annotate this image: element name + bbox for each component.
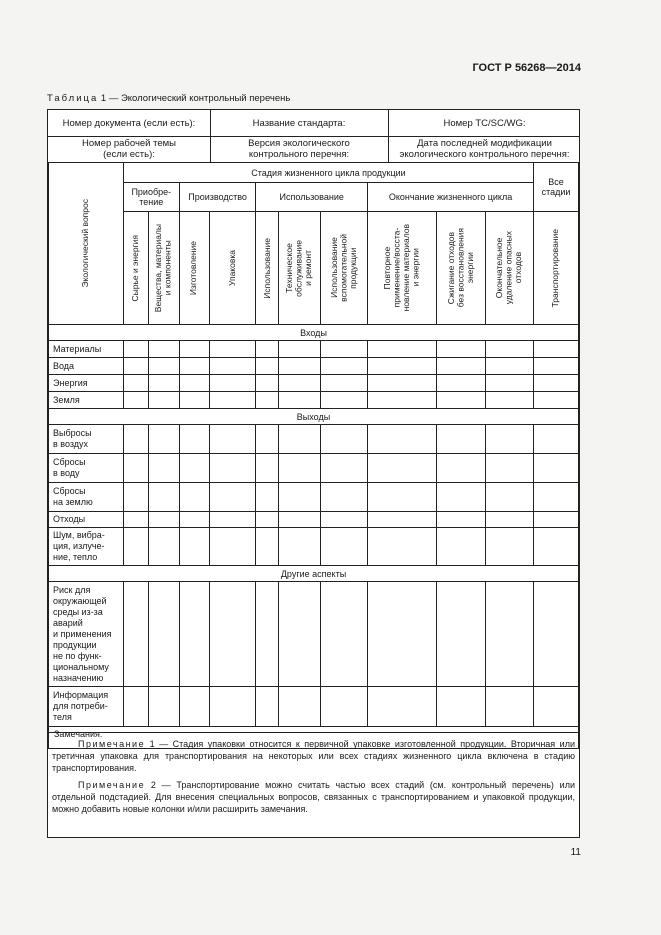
table-caption <box>47 93 290 104</box>
empty-cell <box>209 512 256 528</box>
empty-cell <box>534 512 579 528</box>
line: среды из-за <box>53 606 103 617</box>
empty-cell <box>148 454 179 483</box>
line: аварий <box>53 617 83 628</box>
col-reuse <box>367 212 436 325</box>
line: вспомогательной <box>338 234 349 302</box>
empty-cell <box>321 375 368 392</box>
table-row <box>49 687 579 727</box>
col-text: Упаковка <box>226 249 237 287</box>
empty-cell <box>486 375 534 392</box>
empty-cell <box>179 512 209 528</box>
col-disposal <box>486 212 534 325</box>
empty-cell <box>367 528 436 566</box>
version-label <box>210 136 388 162</box>
table-row <box>49 425 579 454</box>
col-substances <box>148 212 179 325</box>
empty-cell <box>486 425 534 454</box>
line: Выбросы <box>53 428 92 438</box>
empty-cell <box>321 341 368 358</box>
empty-cell <box>321 358 368 375</box>
version-line: контрольного перечня: <box>248 149 350 160</box>
empty-cell <box>148 582 179 687</box>
line: окружающей <box>53 595 107 606</box>
note-text: 2 — Транспортирование можно считать частью всех стадий (см. контрольный перечень) или отдельной подстадией. Для внесения специальных вопросов, связанных с транспортированием и упаковкой продукции, можно добавить новые колонки и/или расширить замечания. <box>52 780 575 814</box>
empty-cell <box>534 582 579 687</box>
empty-cell <box>436 392 486 409</box>
caption-label: Таблица <box>47 93 99 104</box>
empty-cell <box>367 483 436 512</box>
group-use: Использование <box>256 183 367 212</box>
line: Вещества, материалы <box>153 223 164 313</box>
empty-cell <box>256 528 279 566</box>
col-usage <box>256 212 279 325</box>
empty-cell <box>148 358 179 375</box>
col-text: Использование <box>261 237 272 299</box>
row-label: Земля <box>49 392 124 409</box>
empty-cell <box>321 425 368 454</box>
empty-cell <box>209 528 256 566</box>
empty-cell <box>367 341 436 358</box>
row-label <box>49 582 124 687</box>
note-text: 1 — Стадия упаковки относится к первичной упаковке изготовленной продукции. Вторичная или третичная упаковка для транспортирования на некоторых или всех стадиях жизненного цикла включена в стадию транспортирования. <box>52 739 575 773</box>
row-label: Вода <box>49 358 124 375</box>
standard-code: ГОСТ Р 56268—2014 <box>472 62 581 74</box>
empty-cell <box>148 375 179 392</box>
empty-cell <box>279 358 321 375</box>
caption-title: — Экологический контрольный перечень <box>108 93 291 104</box>
row-label: Энергия <box>49 375 124 392</box>
empty-cell <box>209 341 256 358</box>
empty-cell <box>436 425 486 454</box>
col-text: Сырье и энергия <box>130 234 141 302</box>
empty-cell <box>534 375 579 392</box>
empty-cell <box>486 687 534 727</box>
line: назначению <box>53 672 104 683</box>
empty-cell <box>367 687 436 727</box>
empty-cell <box>148 425 179 454</box>
line: не по функ- <box>53 650 102 661</box>
empty-cell <box>209 687 256 727</box>
empty-cell <box>436 483 486 512</box>
line: продукции <box>347 247 358 289</box>
page-number: 11 <box>570 847 581 858</box>
empty-cell <box>279 582 321 687</box>
table-row <box>49 512 579 528</box>
remarks-field: Замечания: <box>49 727 579 749</box>
line: и компоненты <box>162 240 173 296</box>
line: обслуживание <box>293 239 304 297</box>
group-acquisition <box>123 183 179 212</box>
col-text <box>330 234 359 302</box>
line: и энергии <box>410 248 421 288</box>
empty-cell <box>279 425 321 454</box>
col-aux-products <box>321 212 368 325</box>
empty-cell <box>179 483 209 512</box>
empty-cell <box>123 358 148 375</box>
line: Информация <box>53 690 109 700</box>
empty-cell <box>486 341 534 358</box>
empty-cell <box>148 341 179 358</box>
checklist-table <box>47 109 580 838</box>
section-inputs: Входы <box>49 325 579 341</box>
col-packaging <box>209 212 256 325</box>
grid-table <box>48 162 579 749</box>
empty-cell <box>123 425 148 454</box>
row-label <box>49 483 124 512</box>
checklist-grid <box>48 162 579 749</box>
empty-cell <box>279 375 321 392</box>
note-2 <box>52 779 575 815</box>
empty-cell <box>209 425 256 454</box>
line: циональному <box>53 661 109 672</box>
empty-cell <box>534 358 579 375</box>
empty-cell <box>209 375 256 392</box>
table-row <box>49 358 579 375</box>
empty-cell <box>123 483 148 512</box>
empty-cell <box>486 483 534 512</box>
empty-cell <box>148 392 179 409</box>
col-transport <box>534 212 579 325</box>
row-label: Отходы <box>49 512 124 528</box>
line: в воду <box>53 468 80 478</box>
note-label: Примечание <box>78 780 146 790</box>
all-stages-line: стадии <box>541 187 571 197</box>
empty-cell <box>279 341 321 358</box>
lifecycle-stage-header: Стадия жизненного цикла продукции <box>123 163 533 183</box>
empty-cell <box>321 582 368 687</box>
empty-cell <box>367 425 436 454</box>
line: для потреби- <box>53 701 108 711</box>
empty-cell <box>179 358 209 375</box>
line: применение/восста- <box>391 228 402 308</box>
empty-cell <box>534 392 579 409</box>
empty-cell <box>486 512 534 528</box>
meta-row-2 <box>48 136 579 163</box>
empty-cell <box>436 341 486 358</box>
group-production: Производство <box>179 183 256 212</box>
col-raw-energy <box>123 212 148 325</box>
line: Использование <box>328 237 339 299</box>
empty-cell <box>486 392 534 409</box>
line: ция, излуче- <box>53 541 105 551</box>
line: Окончательное <box>494 237 505 299</box>
empty-cell <box>148 512 179 528</box>
line: и применения <box>53 628 112 639</box>
empty-cell <box>367 582 436 687</box>
empty-cell <box>534 483 579 512</box>
section-outputs: Выходы <box>49 409 579 425</box>
row-label <box>49 528 124 566</box>
empty-cell <box>367 375 436 392</box>
empty-cell <box>321 512 368 528</box>
empty-cell <box>256 341 279 358</box>
empty-cell <box>367 454 436 483</box>
line: Риск для <box>53 584 91 595</box>
line: на землю <box>53 497 93 507</box>
empty-cell <box>486 454 534 483</box>
standard-name-label: Название стандарта: <box>252 117 346 129</box>
line: энергии <box>464 252 475 284</box>
empty-cell <box>179 392 209 409</box>
tc-number-label: Номер ТС/SC/WG: <box>443 117 526 129</box>
line: Техническое <box>284 243 295 293</box>
empty-cell <box>436 454 486 483</box>
empty-cell <box>534 425 579 454</box>
table-row <box>49 454 579 483</box>
eco-question-header <box>49 163 124 325</box>
empty-cell <box>123 528 148 566</box>
empty-cell <box>209 582 256 687</box>
table-row <box>49 582 579 687</box>
line: удаление опасных <box>503 231 514 305</box>
table-row <box>49 392 579 409</box>
empty-cell <box>367 512 436 528</box>
empty-cell <box>179 528 209 566</box>
col-text: Изготовление <box>188 240 199 296</box>
note-1 <box>52 738 575 774</box>
empty-cell <box>436 512 486 528</box>
empty-cell <box>436 375 486 392</box>
work-topic-line: Номер рабочей темы <box>81 138 177 149</box>
doc-number-label: Номер документа (если есть): <box>62 117 196 129</box>
table-row <box>49 483 579 512</box>
empty-cell <box>179 582 209 687</box>
empty-cell <box>321 454 368 483</box>
empty-cell <box>256 687 279 727</box>
empty-cell <box>123 375 148 392</box>
group-line: тение <box>139 197 164 207</box>
empty-cell <box>279 512 321 528</box>
empty-cell <box>279 454 321 483</box>
table-row <box>49 341 579 358</box>
empty-cell <box>256 483 279 512</box>
empty-cell <box>486 358 534 375</box>
line: ние, тепло <box>53 552 98 562</box>
notes-block <box>48 732 579 839</box>
empty-cell <box>179 375 209 392</box>
empty-cell <box>148 483 179 512</box>
eco-question-text: Экологический вопрос <box>80 199 91 288</box>
empty-cell <box>123 392 148 409</box>
empty-cell <box>436 528 486 566</box>
empty-cell <box>486 582 534 687</box>
empty-cell <box>534 528 579 566</box>
empty-cell <box>256 425 279 454</box>
row-label <box>49 425 124 454</box>
empty-cell <box>123 454 148 483</box>
line: Сбросы <box>53 486 86 496</box>
caption-number: 1 <box>100 93 107 104</box>
group-end-of-life: Окончание жизненного цикла <box>367 183 533 212</box>
col-text <box>383 224 421 311</box>
empty-cell <box>209 392 256 409</box>
all-stages-line: Все <box>548 177 564 187</box>
group-line: Приобре- <box>131 187 172 197</box>
line: в воздух <box>53 439 89 449</box>
row-label <box>49 454 124 483</box>
col-text <box>285 240 314 297</box>
empty-cell <box>321 528 368 566</box>
line: и ремонт <box>303 250 314 286</box>
line: продукции <box>53 639 97 650</box>
all-stages-header <box>534 163 579 212</box>
line: отходов <box>513 252 524 284</box>
empty-cell <box>436 687 486 727</box>
table-row <box>49 375 579 392</box>
note-label: Примечание <box>78 739 146 749</box>
work-topic-line: (если есть): <box>103 149 155 160</box>
empty-cell <box>256 375 279 392</box>
empty-cell <box>279 528 321 566</box>
empty-cell <box>179 341 209 358</box>
line: Сжигание отходов <box>445 231 456 305</box>
empty-cell <box>279 392 321 409</box>
empty-cell <box>534 687 579 727</box>
empty-cell <box>279 687 321 727</box>
empty-cell <box>256 358 279 375</box>
version-line: Версия экологического <box>248 138 350 149</box>
last-modification-label <box>388 136 581 162</box>
empty-cell <box>486 528 534 566</box>
empty-cell <box>321 483 368 512</box>
section-other-aspects: Другие аспекты <box>49 566 579 582</box>
empty-cell <box>256 582 279 687</box>
empty-cell <box>179 687 209 727</box>
empty-cell <box>209 454 256 483</box>
empty-cell <box>209 358 256 375</box>
col-text <box>495 231 524 304</box>
col-text: Транспортирование <box>550 228 561 308</box>
empty-cell <box>436 582 486 687</box>
last-mod-line: Дата последней модификации <box>417 138 552 149</box>
col-text <box>447 228 476 307</box>
row-label: Материалы <box>49 341 124 358</box>
empty-cell <box>123 582 148 687</box>
line: новление материалов <box>400 224 411 312</box>
line: Шум, вибра- <box>53 530 105 540</box>
line: Повторное <box>381 246 392 290</box>
empty-cell <box>367 392 436 409</box>
col-manufacture <box>179 212 209 325</box>
col-maintenance <box>279 212 321 325</box>
empty-cell <box>256 454 279 483</box>
empty-cell <box>256 392 279 409</box>
col-text <box>154 224 173 312</box>
last-mod-line: экологического контрольного перечня: <box>399 149 570 160</box>
line: без восстановления <box>455 228 466 308</box>
empty-cell <box>534 454 579 483</box>
empty-cell <box>179 454 209 483</box>
empty-cell <box>123 512 148 528</box>
line: теля <box>53 712 72 722</box>
empty-cell <box>123 341 148 358</box>
work-topic-label <box>48 136 210 162</box>
empty-cell <box>321 687 368 727</box>
row-label <box>49 687 124 727</box>
empty-cell <box>123 687 148 727</box>
line: Сбросы <box>53 457 86 467</box>
empty-cell <box>279 483 321 512</box>
empty-cell <box>209 483 256 512</box>
meta-row-1 <box>48 110 579 137</box>
empty-cell <box>179 425 209 454</box>
empty-cell <box>148 528 179 566</box>
empty-cell <box>436 358 486 375</box>
empty-cell <box>148 687 179 727</box>
empty-cell <box>321 392 368 409</box>
empty-cell <box>256 512 279 528</box>
empty-cell <box>534 341 579 358</box>
empty-cell <box>367 358 436 375</box>
col-incineration <box>436 212 486 325</box>
table-row <box>49 528 579 566</box>
